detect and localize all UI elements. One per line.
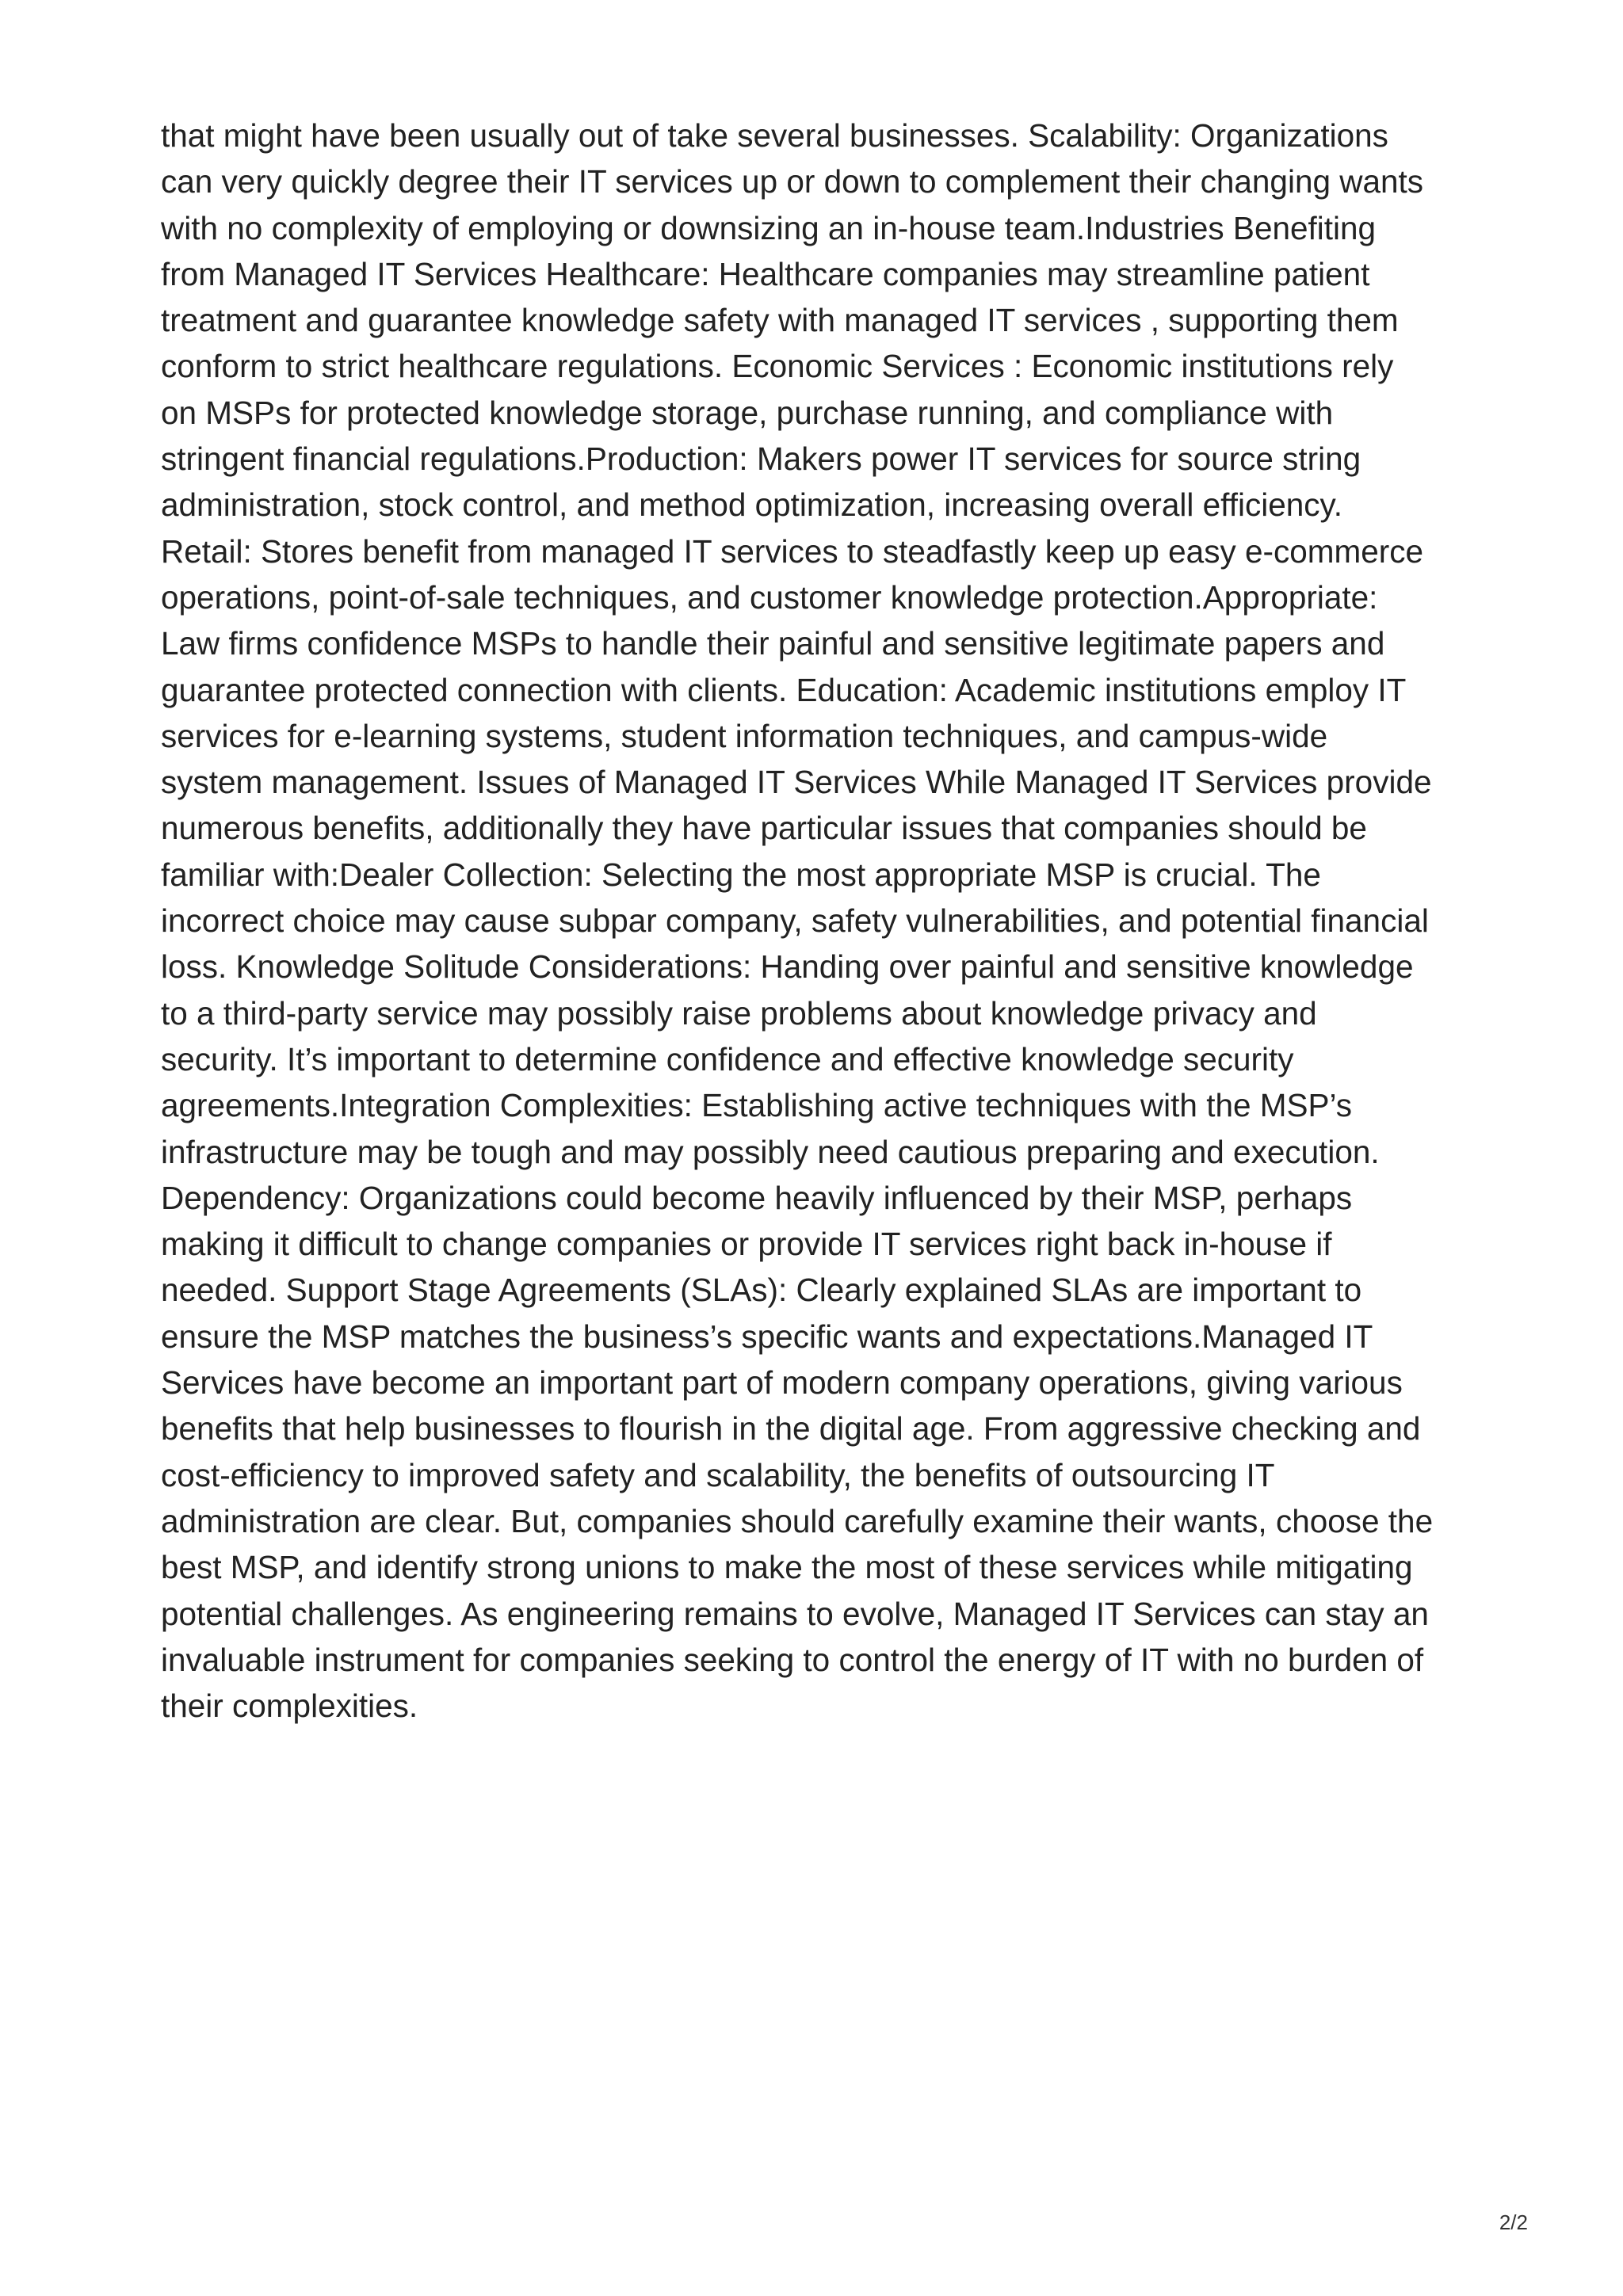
text-line: services for e-learning systems, student information techniques, and campus-wide xyxy=(161,717,1328,754)
text-line: operations, point-of-sale techniques, and customer knowledge protection.Appropriate: xyxy=(161,578,1378,616)
text-line: administration, stock control, and method optimization, increasing overall efficiency. xyxy=(161,486,1342,524)
text-line: system management. Issues of Managed IT Services While Managed IT Services provide xyxy=(161,764,1432,801)
text-line: on MSPs for protected knowledge storage, purchase running, and compliance with xyxy=(161,394,1334,431)
text-line: with no complexity of employing or downsizing an in-house team.Industries Benefiting xyxy=(161,209,1377,246)
text-line: their complexities. xyxy=(161,1688,418,1725)
text-line: Retail: Stores benefit from managed IT services to steadfastly keep up easy e-commerce xyxy=(161,532,1423,570)
text-line: familiar with:Dealer Collection: Selecting the most appropriate MSP is crucial. The xyxy=(161,856,1321,893)
text-line: Services have become an important part of modern company operations, giving various xyxy=(161,1364,1403,1402)
text-line: best MSP, and identify strong unions to make the most of these services while mitigating xyxy=(161,1549,1413,1586)
text-line: making it difficult to change companies or provide IT services right back in-house if xyxy=(161,1226,1332,1263)
text-line: benefits that help businesses to flourish in the digital age. From aggressive checking and xyxy=(161,1410,1421,1447)
text-line: incorrect choice may cause subpar company, safety vulnerabilities, and potential financial xyxy=(161,902,1429,940)
text-line: loss. Knowledge Solitude Considerations: Handing over painful and sensitive knowledge xyxy=(161,948,1414,986)
text-line: stringent financial regulations.Production: Makers power IT services for source string xyxy=(161,441,1361,478)
text-line: numerous benefits, additionally they have particular issues that companies should be xyxy=(161,810,1367,847)
body-paragraph xyxy=(161,113,1476,1729)
text-line: guarantee protected connection with clients. Education: Academic institutions employ IT xyxy=(161,671,1407,708)
text-line: Law firms confidence MSPs to handle their painful and sensitive legitimate papers and xyxy=(161,625,1385,662)
page-number: 2/2 xyxy=(1499,2210,1528,2234)
text-line: security. It’s important to determine confidence and effective knowledge security xyxy=(161,1040,1294,1077)
text-line: from Managed IT Services Healthcare: Healthcare companies may streamline patient xyxy=(161,255,1370,292)
text-line: potential challenges. As engineering remains to evolve, Managed IT Services can stay an xyxy=(161,1595,1429,1632)
text-line: cost-efficiency to improved safety and scalability, the benefits of outsourcing IT xyxy=(161,1456,1275,1493)
text-line: ensure the MSP matches the business’s specific wants and expectations.Managed IT xyxy=(161,1318,1373,1355)
text-line: treatment and guarantee knowledge safety with managed IT services , supporting them xyxy=(161,302,1399,339)
text-line: infrastructure may be tough and may possibly need cautious preparing and execution. xyxy=(161,1133,1380,1170)
text-line: to a third-party service may possibly raise problems about knowledge privacy and xyxy=(161,994,1317,1032)
text-line: administration are clear. But, companies should carefully examine their wants, choose the xyxy=(161,1502,1434,1539)
text-line: Dependency: Organizations could become heavily influenced by their MSP, perhaps xyxy=(161,1179,1353,1216)
text-line: invaluable instrument for companies seeking to control the energy of IT with no burden of xyxy=(161,1641,1424,1678)
text-line: can very quickly degree their IT services up or down to complement their changing wants xyxy=(161,163,1424,200)
text-line: that might have been usually out of take several businesses. Scalability: Organizations xyxy=(161,117,1388,154)
text-line: agreements.Integration Complexities: Establishing active techniques with the MSP’s xyxy=(161,1087,1353,1124)
text-line: needed. Support Stage Agreements (SLAs): Clearly explained SLAs are important to xyxy=(161,1272,1362,1309)
text-line: conform to strict healthcare regulations. Economic Services : Economic institutions rely xyxy=(161,348,1394,385)
